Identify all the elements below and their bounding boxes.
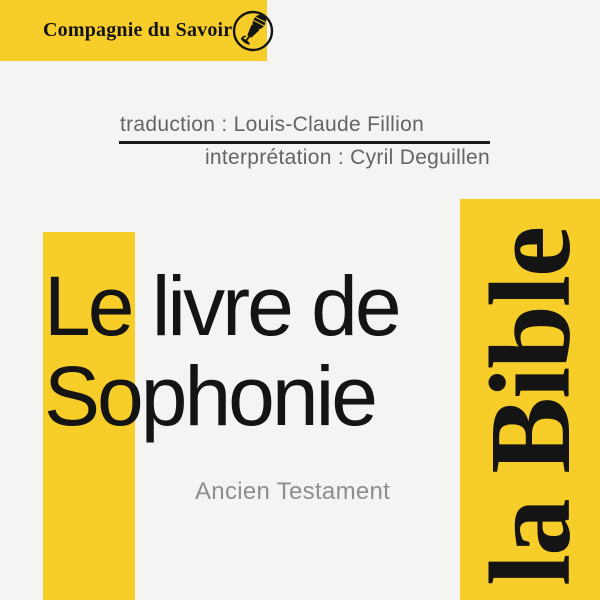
subtitle: Ancien Testament [195,478,391,505]
book-title [44,261,399,441]
credit-translation: traduction : Louis-Claude Fillion [120,113,425,136]
book-title-line2: Sophonie [44,349,375,443]
credit-narration: interprétation : Cyril Deguillen [204,146,490,169]
credit-divider-rule [119,141,490,144]
publisher-badge [0,0,267,61]
publisher-name: Compagnie du Savoir [43,19,233,41]
collection-title: la Bible [466,228,594,586]
microphone-icon [232,10,274,52]
right-accent-bar [460,199,600,600]
book-title-line1: Le livre de [44,259,399,353]
